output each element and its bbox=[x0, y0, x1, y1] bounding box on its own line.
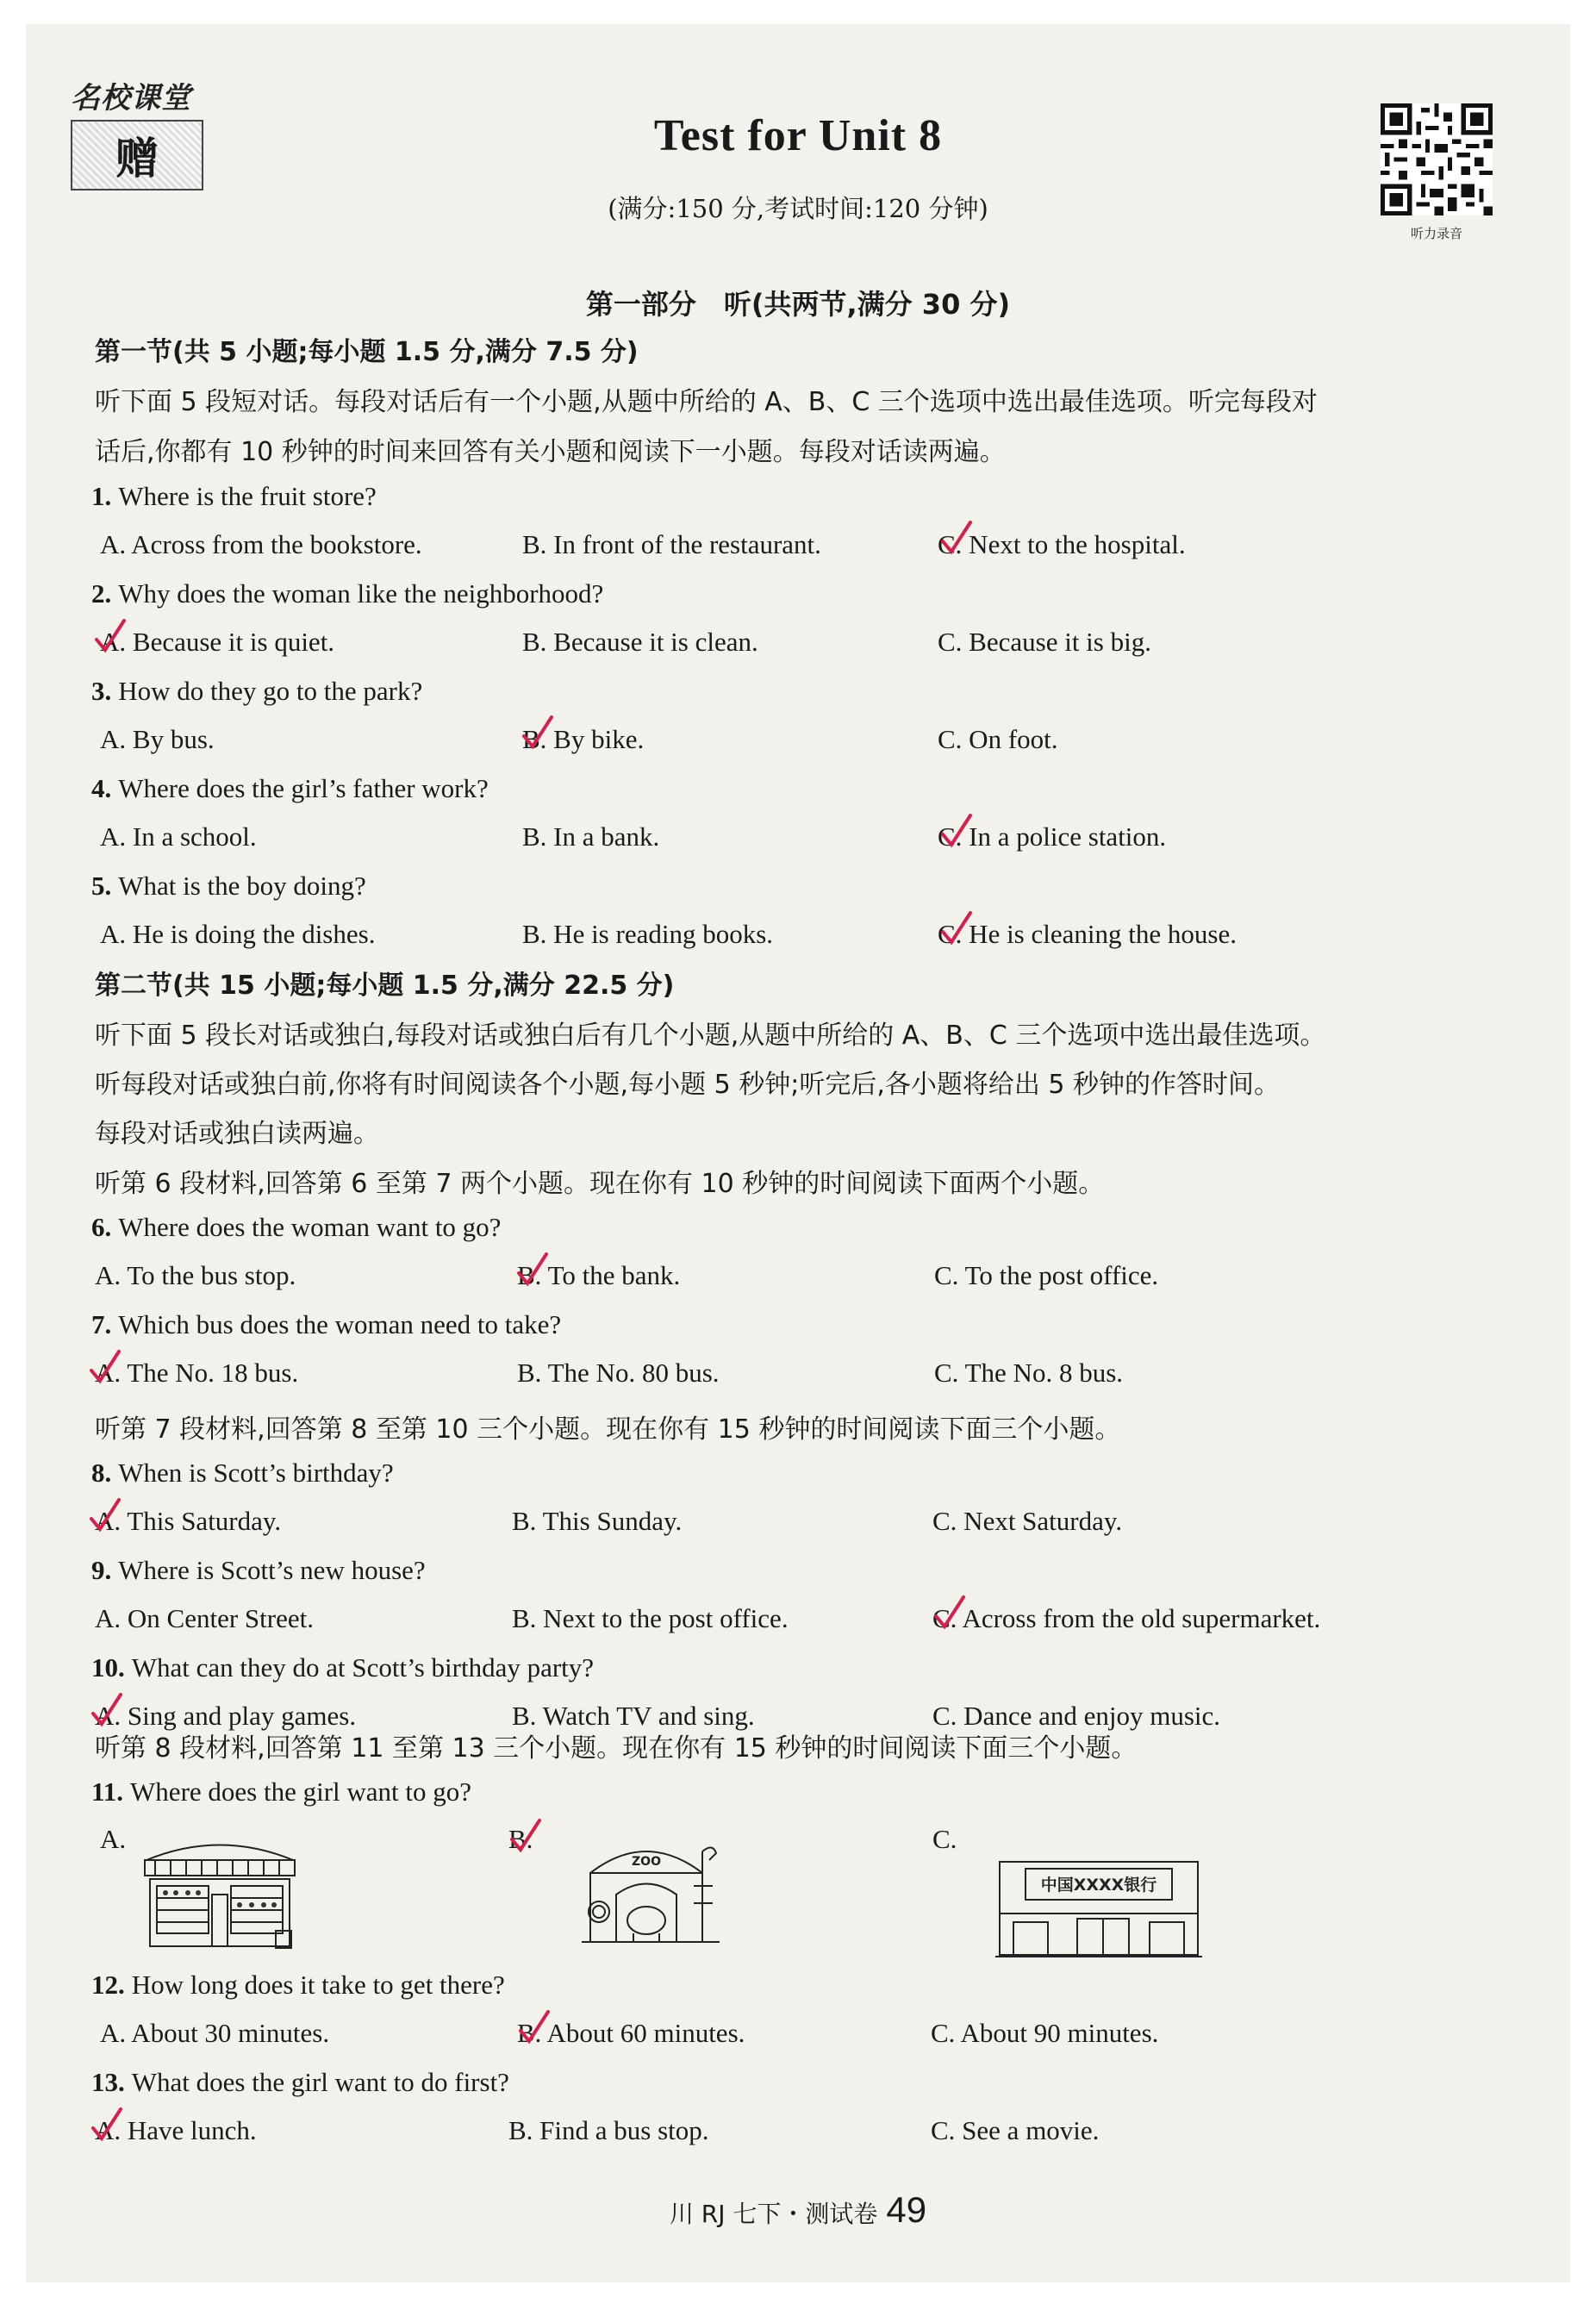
option-a[interactable]: A. On Center Street. bbox=[95, 1603, 314, 1633]
option-b[interactable]: B. The No. 80 bus. bbox=[517, 1358, 720, 1388]
check-mark-icon bbox=[88, 1496, 122, 1534]
check-mark-icon bbox=[515, 1251, 550, 1289]
question-stem: 13. What does the girl want to do first? bbox=[91, 2067, 509, 2097]
section1-instruction-1: 听下面 5 段短对话。每段对话后有一个小题,从题中所给的 A、B、C 三个选项中选出最佳选项。听完每段对 bbox=[95, 387, 1318, 417]
question-stem: 3. How do they go to the park? bbox=[91, 676, 423, 706]
option-c[interactable]: C. The No. 8 bus. bbox=[934, 1358, 1124, 1388]
check-mark-icon bbox=[939, 812, 974, 850]
section2-heading: 第二节(共 15 小题;每小题 1.5 分,满分 22.5 分) bbox=[95, 971, 675, 1001]
check-mark-icon bbox=[508, 1817, 543, 1855]
option-c[interactable]: C. Dance and enjoy music. bbox=[932, 1701, 1221, 1731]
option-b[interactable]: B. In front of the restaurant. bbox=[522, 529, 821, 559]
check-mark-icon bbox=[939, 519, 974, 557]
zoo-picture[interactable] bbox=[564, 1834, 728, 1955]
question-stem: 9. Where is Scott’s new house? bbox=[91, 1555, 426, 1585]
option-c[interactable]: C. In a police station. bbox=[938, 821, 1167, 852]
option-a[interactable]: A. bbox=[100, 1824, 127, 1854]
section1-heading: 第一节(共 5 小题;每小题 1.5 分,满分 7.5 分) bbox=[95, 337, 639, 367]
option-a[interactable]: A. He is doing the dishes. bbox=[100, 919, 376, 949]
check-mark-icon bbox=[932, 1594, 967, 1632]
option-a[interactable]: A. Sing and play games. bbox=[95, 1701, 357, 1731]
page-footer bbox=[26, 2189, 1570, 2231]
option-c[interactable]: C. To the post office. bbox=[934, 1260, 1159, 1290]
option-a[interactable]: A. By bus. bbox=[100, 724, 215, 754]
section2-instruction-3: 每段对话或独白读两遍。 bbox=[95, 1119, 379, 1149]
part1-title: 第一部分 听(共两节,满分 30 分) bbox=[585, 288, 1011, 321]
section1-instruction-2: 话后,你都有 10 秒钟的时间来回答有关小题和阅读下一小题。每段对话读两遍。 bbox=[95, 437, 1006, 467]
option-b[interactable]: B. bbox=[508, 1824, 533, 1854]
page-subtitle: (满分:150 分,考试时间:120 分钟) bbox=[608, 194, 988, 223]
store-picture[interactable] bbox=[138, 1834, 302, 1951]
option-b[interactable]: B. About 60 minutes. bbox=[517, 2018, 745, 2048]
option-c[interactable]: C. He is cleaning the house. bbox=[938, 919, 1237, 949]
option-c[interactable]: C. Because it is big. bbox=[938, 627, 1151, 657]
option-b[interactable]: B. Find a bus stop. bbox=[508, 2115, 709, 2145]
option-c[interactable]: C. Next Saturday. bbox=[932, 1506, 1123, 1536]
option-a[interactable]: A. This Saturday. bbox=[95, 1506, 282, 1536]
section2-instruction-2: 听每段对话或独白前,你将有时间阅读各个小题,每小题 5 秒钟;听完后,各小题将给出 5 秒钟的作答时间。 bbox=[95, 1070, 1281, 1100]
check-mark-icon bbox=[90, 1691, 124, 1729]
check-mark-icon bbox=[521, 714, 555, 752]
option-b[interactable]: B. Watch TV and sing. bbox=[512, 1701, 755, 1731]
zoo-sign: ZOO bbox=[632, 1855, 661, 1869]
check-mark-icon bbox=[90, 2106, 124, 2144]
option-a[interactable]: A. Have lunch. bbox=[95, 2115, 257, 2145]
option-c[interactable]: C. On foot. bbox=[938, 724, 1058, 754]
question-stem: 4. Where does the girl’s father work? bbox=[91, 773, 489, 803]
option-c[interactable]: C. About 90 minutes. bbox=[931, 2018, 1159, 2048]
page-title: Test for Unit 8 bbox=[653, 111, 943, 160]
question-stem: 7. Which bus does the woman need to take? bbox=[91, 1309, 562, 1339]
footer-label: 川 RJ 七下・测试卷 bbox=[669, 2200, 878, 2228]
option-c[interactable]: C. See a movie. bbox=[931, 2115, 1100, 2145]
exam-page bbox=[26, 24, 1570, 2282]
check-mark-icon bbox=[517, 2008, 552, 2046]
page-number: 49 bbox=[886, 2189, 927, 2230]
question-stem: 8. When is Scott’s birthday? bbox=[91, 1458, 394, 1488]
check-mark-icon bbox=[939, 909, 974, 947]
option-a[interactable]: A. Because it is quiet. bbox=[100, 627, 335, 657]
question-stem: 2. Why does the woman like the neighborhood? bbox=[91, 578, 604, 609]
check-mark-icon bbox=[88, 1348, 122, 1386]
option-b[interactable]: B. He is reading books. bbox=[522, 919, 774, 949]
option-b[interactable]: B. To the bank. bbox=[517, 1260, 681, 1290]
option-a[interactable]: A. In a school. bbox=[100, 821, 257, 852]
option-b[interactable]: B. This Sunday. bbox=[512, 1506, 683, 1536]
section2-instruction-1: 听下面 5 段长对话或独白,每段对话或独白后有几个小题,从题中所给的 A、B、C 三个选项中选出最佳选项。 bbox=[95, 1021, 1326, 1051]
question-stem: 1. Where is the fruit store? bbox=[91, 481, 377, 511]
option-b[interactable]: B. By bike. bbox=[522, 724, 645, 754]
option-a[interactable]: A. About 30 minutes. bbox=[100, 2018, 330, 2048]
gift-badge: 赠 bbox=[71, 120, 203, 190]
option-c[interactable]: C. Across from the old supermarket. bbox=[932, 1603, 1321, 1633]
qr-code-icon[interactable] bbox=[1381, 103, 1493, 215]
material6-instruction: 听第 6 段材料,回答第 6 至第 7 两个小题。现在你有 10 秒钟的时间阅读下面两个小题。 bbox=[95, 1169, 1105, 1199]
option-b[interactable]: B. Next to the post office. bbox=[512, 1603, 789, 1633]
question-stem: 6. Where does the woman want to go? bbox=[91, 1212, 502, 1242]
option-b[interactable]: B. Because it is clean. bbox=[522, 627, 758, 657]
option-a[interactable]: A. To the bus stop. bbox=[95, 1260, 296, 1290]
option-a[interactable]: A. The No. 18 bus. bbox=[95, 1358, 299, 1388]
option-c[interactable]: C. bbox=[932, 1824, 957, 1854]
question-stem: 11. Where does the girl want to go? bbox=[91, 1776, 472, 1807]
option-a[interactable]: A. Across from the bookstore. bbox=[100, 529, 422, 559]
logo-text: 名校课堂 bbox=[71, 81, 191, 116]
bank-sign: 中国XXXX银行 bbox=[1040, 1876, 1157, 1895]
bank-picture[interactable] bbox=[991, 1843, 1206, 1964]
check-mark-icon bbox=[93, 617, 128, 655]
qr-caption: 听力录音 bbox=[1410, 226, 1462, 241]
question-stem: 12. How long does it take to get there? bbox=[91, 1970, 505, 2000]
question-stem: 5. What is the boy doing? bbox=[91, 871, 366, 901]
material7-instruction: 听第 7 段材料,回答第 8 至第 10 三个小题。现在你有 15 秒钟的时间阅读下面三个小题。 bbox=[95, 1414, 1121, 1445]
option-b[interactable]: B. In a bank. bbox=[522, 821, 660, 852]
material8-instruction: 听第 8 段材料,回答第 11 至第 13 三个小题。现在你有 15 秒钟的时间阅读下面三个小题。 bbox=[95, 1733, 1138, 1764]
option-c[interactable]: C. Next to the hospital. bbox=[938, 529, 1186, 559]
question-stem: 10. What can they do at Scott’s birthday party? bbox=[91, 1652, 595, 1683]
